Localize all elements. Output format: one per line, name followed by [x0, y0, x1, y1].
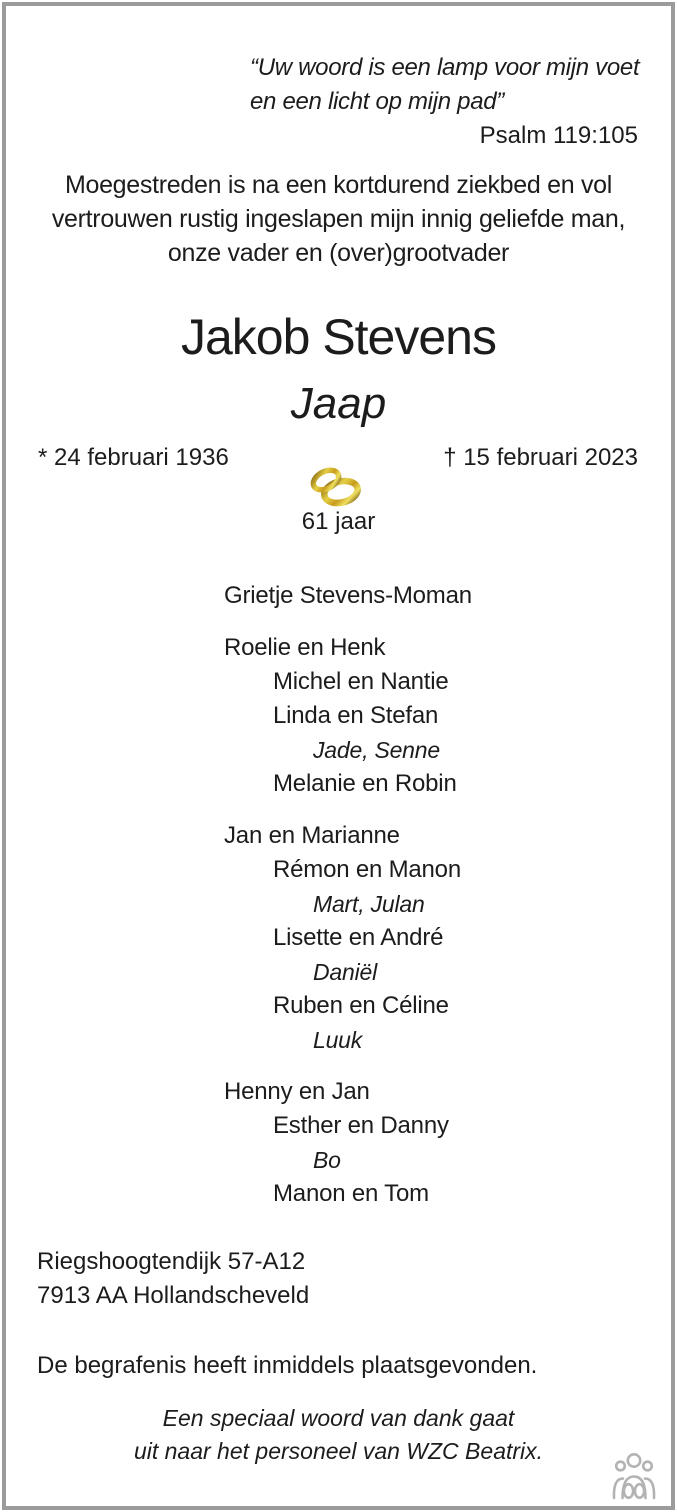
family-line: Bo: [313, 1147, 341, 1173]
family-line: Michel en Nantie: [273, 668, 449, 695]
family-widow: Grietje Stevens-Moman: [224, 582, 472, 609]
family-names-list: [6, 579, 671, 1211]
quote-line-2: en een licht op mijn pad”: [250, 88, 504, 115]
birth-date: * 24 februari 1936: [38, 444, 229, 471]
announcement-text: [6, 168, 671, 270]
funeral-note: De begrafenis heeft inmiddels plaatsgevonden.: [37, 1352, 538, 1379]
family-line: Roelie en Henk: [224, 634, 386, 661]
address-city: 7913 AA Hollandscheveld: [37, 1282, 310, 1309]
family-line: Jade, Senne: [313, 737, 440, 763]
family-line: Jan en Marianne: [224, 822, 400, 849]
family-line: Ruben en Céline: [273, 992, 449, 1019]
family-line: Henny en Jan: [224, 1078, 370, 1105]
thanks-line-1: Een speciaal woord van dank gaat: [162, 1405, 515, 1431]
deceased-nickname: Jaap: [290, 379, 387, 428]
address-street: Riegshoogtendijk 57-A12: [37, 1248, 306, 1275]
family-line: Mart, Julan: [313, 891, 425, 917]
quote-line-1: “Uw woord is een lamp voor mijn voet: [250, 54, 640, 81]
family-line: Lisette en André: [273, 924, 444, 951]
announcement-line-2: vertrouwen rustig ingeslapen mijn innig geliefde man,: [51, 205, 626, 233]
family-line: Luuk: [313, 1027, 363, 1053]
address-block: [37, 1245, 309, 1313]
obituary-notice: [2, 2, 675, 1510]
marriage-years: 61 jaar: [301, 508, 376, 535]
death-date: † 15 februari 2023: [443, 444, 638, 471]
announcement-line-1: Moegestreden is na een kortdurend ziekbed en vol: [64, 171, 613, 199]
family-line: Esther en Danny: [273, 1112, 449, 1139]
announcement-line-3: onze vader en (over)grootvader: [167, 239, 510, 267]
deceased-name: Jakob Stevens: [181, 309, 496, 365]
family-line: Rémon en Manon: [273, 856, 461, 883]
thanks-line-2: uit naar het personeel van WZC Beatrix.: [133, 1438, 544, 1464]
family-line: Manon en Tom: [273, 1180, 429, 1207]
thanks-note: [6, 1402, 671, 1468]
people-logo-icon: [610, 1450, 658, 1500]
family-line: Daniël: [313, 959, 378, 985]
family-line: Melanie en Robin: [273, 770, 457, 797]
scripture-reference: Psalm 119:105: [479, 122, 638, 149]
scripture-quote: [250, 51, 639, 119]
family-line: Linda en Stefan: [273, 702, 439, 729]
